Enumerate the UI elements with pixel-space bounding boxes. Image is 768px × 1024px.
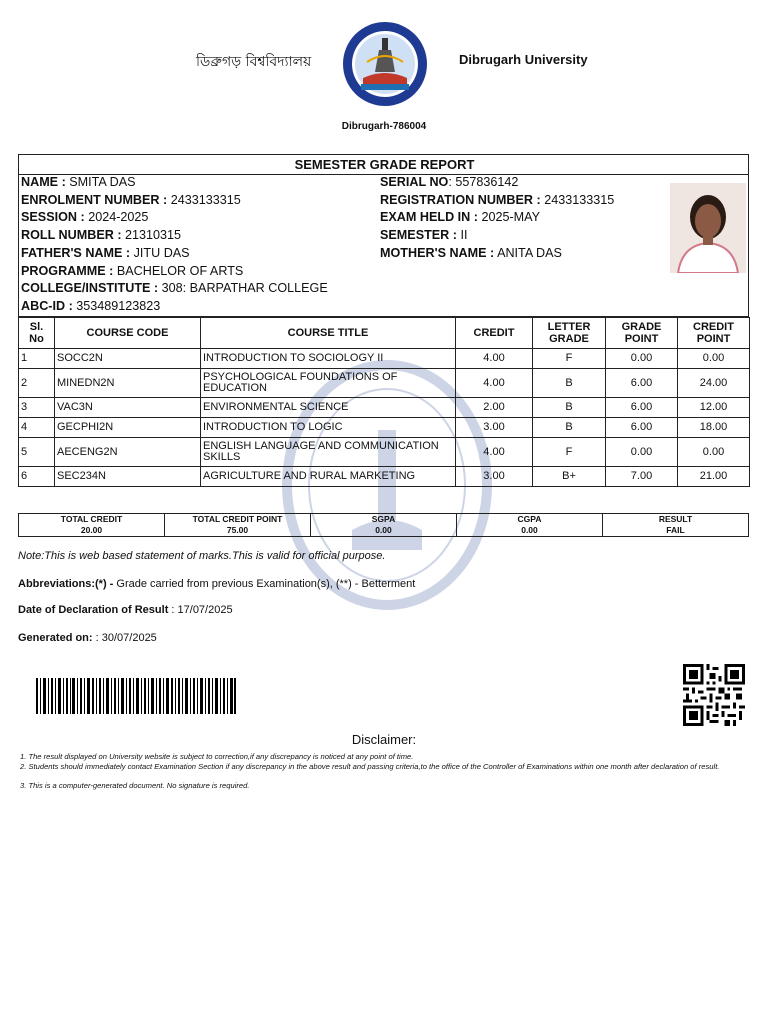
registration-number: REGISTRATION NUMBER : 2433133315: [380, 193, 615, 207]
table-row: [19, 467, 750, 487]
table-row: [19, 438, 750, 467]
cell-credit-point: 24.00: [678, 369, 750, 398]
cell-grade-point: 0.00: [606, 438, 678, 467]
cell-credit-point: 12.00: [678, 398, 750, 418]
cell-credit: 4.00: [456, 438, 533, 467]
cell-sl: 6: [19, 467, 55, 487]
disclaimer-item: 2. Students should immediately contact Examination Section if any discrepancy in the above result and passing criteria,to the office of the Controller of Examinations within one month after declaration of result.: [20, 762, 720, 771]
mother-name: MOTHER'S NAME : ANITA DAS: [380, 246, 562, 260]
cell-title: AGRICULTURE AND RURAL MARKETING: [201, 467, 456, 487]
summary-table: [18, 513, 749, 537]
cell-code: AECENG2N: [55, 438, 201, 467]
cell-grade: B: [533, 398, 606, 418]
cell-grade-point: 7.00: [606, 467, 678, 487]
summary-result: FAIL: [603, 525, 749, 537]
declaration-date: Date of Declaration of Result : 17/07/2025: [18, 604, 233, 616]
cell-title: ENGLISH LANGUAGE AND COMMUNICATION SKILLS: [201, 438, 456, 467]
cell-grade: B: [533, 418, 606, 438]
table-row: [19, 369, 750, 398]
table-row: [19, 398, 750, 418]
father-name: FATHER'S NAME : JITU DAS: [21, 246, 190, 260]
cell-credit-point: 0.00: [678, 438, 750, 467]
summary-total-credit-point-label: TOTAL CREDIT POINT: [165, 514, 311, 526]
cell-sl: 2: [19, 369, 55, 398]
validity-note: Note:This is web based statement of marks.This is valid for official purpose.: [18, 550, 386, 562]
cell-title: INTRODUCTION TO LOGIC: [201, 418, 456, 438]
student-photo: [670, 183, 746, 273]
summary-cgpa: 0.00: [457, 525, 603, 537]
cell-code: VAC3N: [55, 398, 201, 418]
cell-title: INTRODUCTION TO SOCIOLOGY II: [201, 349, 456, 369]
abc-id: ABC-ID : 353489123823: [21, 299, 161, 313]
cell-credit: 4.00: [456, 369, 533, 398]
semester: SEMESTER : II: [380, 228, 468, 242]
cell-grade: F: [533, 438, 606, 467]
cell-sl: 5: [19, 438, 55, 467]
generated-on: Generated on: : 30/07/2025: [18, 632, 157, 644]
university-address: Dibrugarh-786004: [341, 121, 427, 132]
courses-table: [18, 317, 750, 487]
cell-grade: B+: [533, 467, 606, 487]
summary-sgpa: 0.00: [311, 525, 457, 537]
cell-sl: 4: [19, 418, 55, 438]
header-course-code: COURSE CODE: [55, 318, 201, 349]
summary-header-row: [19, 514, 749, 526]
university-seal-icon: [341, 20, 429, 108]
enrolment-number: ENROLMENT NUMBER : 2433133315: [21, 193, 241, 207]
student-details-panel: [18, 154, 749, 317]
header-grade-point: GRADE POINT: [606, 318, 678, 349]
summary-sgpa-label: SGPA: [311, 514, 457, 526]
summary-result-label: RESULT: [603, 514, 749, 526]
header-letter-grade: LETTER GRADE: [533, 318, 606, 349]
cell-credit: 3.00: [456, 418, 533, 438]
cell-code: MINEDN2N: [55, 369, 201, 398]
cell-grade: B: [533, 369, 606, 398]
cell-grade-point: 0.00: [606, 349, 678, 369]
cell-code: GECPHI2N: [55, 418, 201, 438]
cell-code: SOCC2N: [55, 349, 201, 369]
summary-total-credit: 20.00: [19, 525, 165, 537]
disclaimer-title: Disclaimer:: [351, 732, 417, 747]
exam-held-in: EXAM HELD IN : 2025-MAY: [380, 210, 541, 224]
summary-cgpa-label: CGPA: [457, 514, 603, 526]
summary-total-credit-label: TOTAL CREDIT: [19, 514, 165, 526]
header-credit: CREDIT: [456, 318, 533, 349]
cell-credit: 4.00: [456, 349, 533, 369]
barcode-icon: [36, 678, 236, 714]
cell-title: ENVIRONMENTAL SCIENCE: [201, 398, 456, 418]
header-sl-no: Sl. No: [19, 318, 55, 349]
cell-sl: 3: [19, 398, 55, 418]
cell-code: SEC234N: [55, 467, 201, 487]
cell-credit-point: 0.00: [678, 349, 750, 369]
abbreviations: Abbreviations:(*) - Grade carried from previous Examination(s), (**) - Betterment: [18, 578, 416, 590]
qr-code-icon: [681, 664, 747, 726]
programme: PROGRAMME : BACHELOR OF ARTS: [21, 264, 244, 278]
cell-title: PSYCHOLOGICAL FOUNDATIONS OF EDUCATION: [201, 369, 456, 398]
session: SESSION : 2024-2025: [21, 210, 149, 224]
serial-number: SERIAL NO: 557836142: [380, 175, 519, 189]
cell-credit-point: 18.00: [678, 418, 750, 438]
cell-credit: 3.00: [456, 467, 533, 487]
cell-grade: F: [533, 349, 606, 369]
roll-number: ROLL NUMBER : 21310315: [21, 228, 182, 242]
table-row: [19, 349, 750, 369]
header-credit-point: CREDIT POINT: [678, 318, 750, 349]
cell-grade-point: 6.00: [606, 369, 678, 398]
university-name-bengali: ডিব্ৰুগড় বিশ্ববিদ্যালয়: [196, 54, 312, 70]
cell-sl: 1: [19, 349, 55, 369]
disclaimer-item: 1. The result displayed on University website is subject to correction,if any discrepancy is noticed at any point of time.: [20, 752, 414, 761]
disclaimer-item: 3. This is a computer-generated document. No signature is required.: [20, 781, 250, 790]
college: COLLEGE/INSTITUTE : 308: BARPATHAR COLLEGE: [21, 281, 328, 295]
table-row: [19, 418, 750, 438]
header-course-title: COURSE TITLE: [201, 318, 456, 349]
cell-credit: 2.00: [456, 398, 533, 418]
summary-total-credit-point: 75.00: [165, 525, 311, 537]
university-name-english: Dibrugarh University: [459, 52, 588, 67]
cell-credit-point: 21.00: [678, 467, 750, 487]
cell-grade-point: 6.00: [606, 418, 678, 438]
student-name: NAME : SMITA DAS: [21, 175, 136, 189]
report-title: SEMESTER GRADE REPORT: [294, 157, 475, 172]
courses-header-row: [19, 318, 750, 349]
summary-values-row: [19, 525, 749, 537]
cell-grade-point: 6.00: [606, 398, 678, 418]
